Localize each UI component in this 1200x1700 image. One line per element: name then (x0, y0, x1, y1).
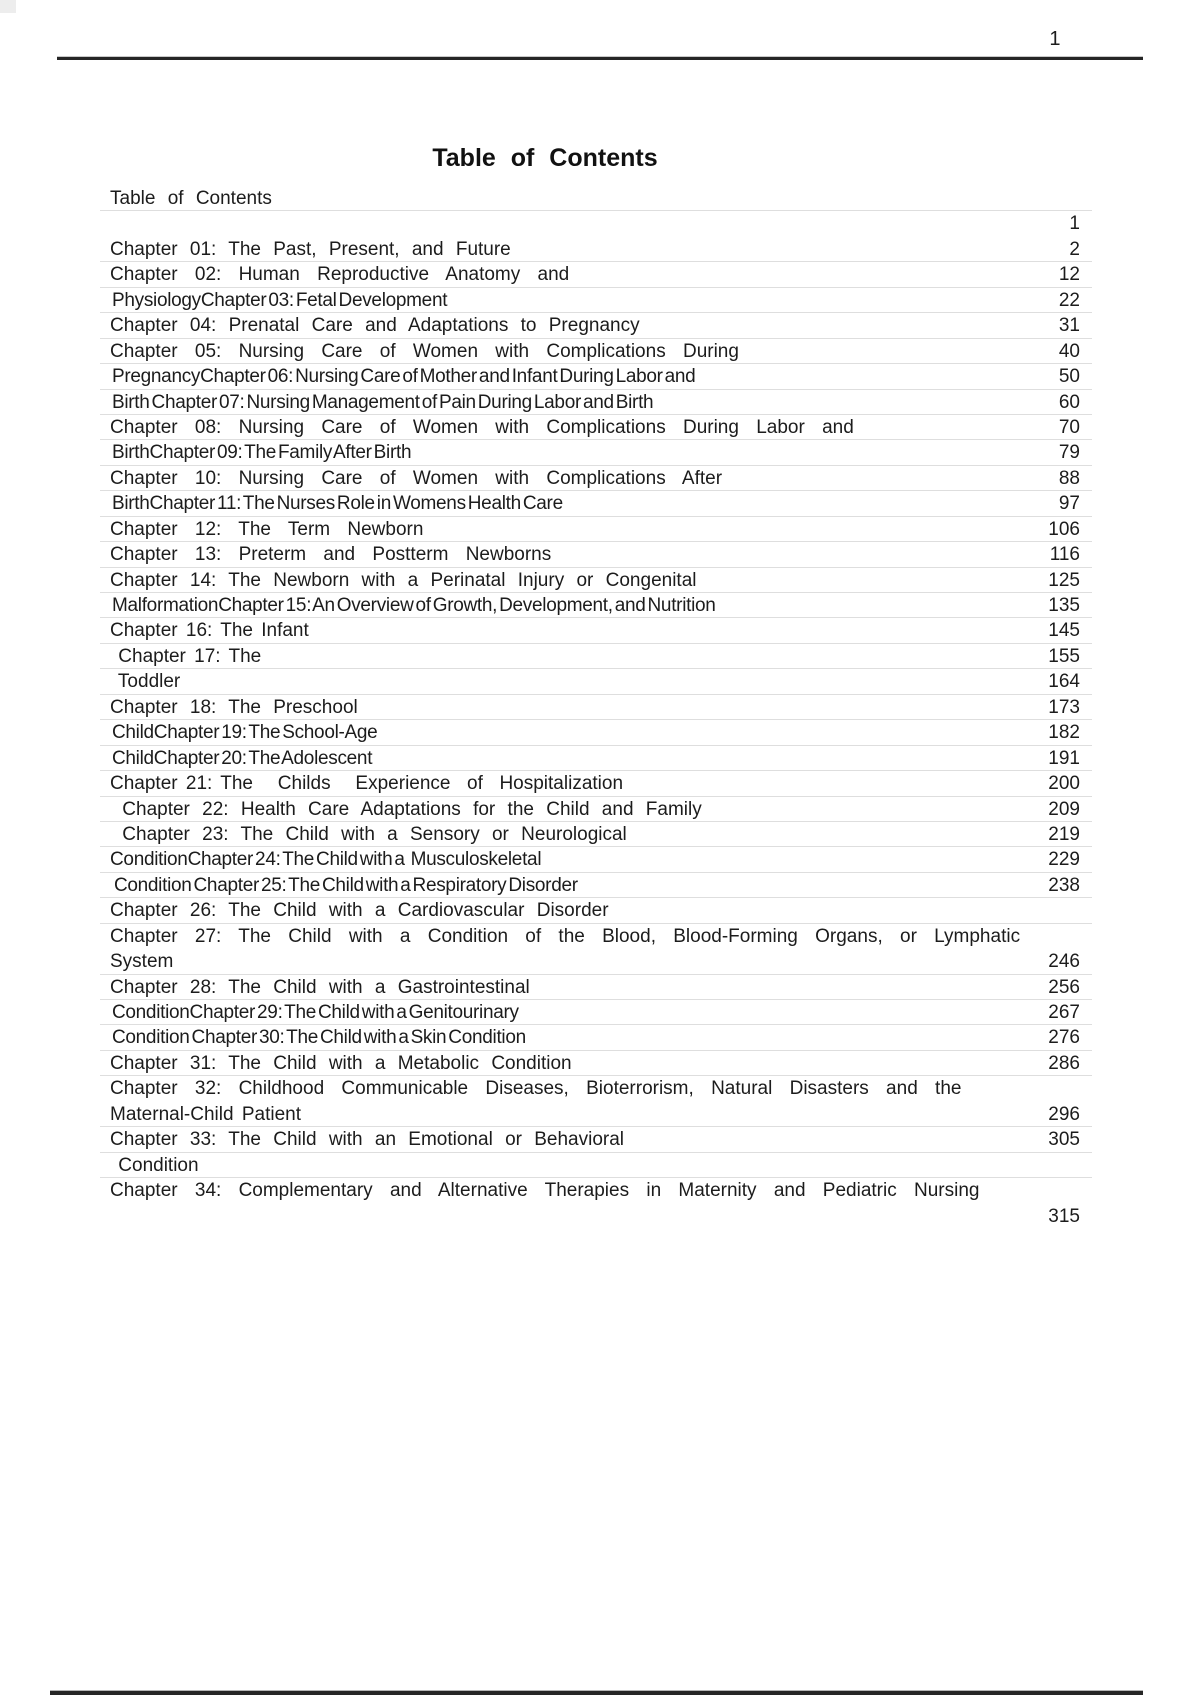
toc-entry (100, 211, 1092, 236)
toc-entry-page: 200 (1048, 773, 1080, 795)
toc-entry-label: System (110, 951, 174, 973)
toc-entry (100, 237, 1092, 262)
page-title: Table of Contents (432, 144, 658, 172)
toc-entry-page: 219 (1048, 823, 1080, 845)
toc-entry-page: 1 (1069, 213, 1080, 235)
toc-entry (100, 1076, 1092, 1101)
toc-entry-label: Chapter 27: The Child with a Condition of the Blood, Blood-Forming Organs, or Lymphatic (110, 925, 1021, 947)
toc-entry-label: PregnancyChapter 06: Nursing Care of Mother and Infant During Labor and (110, 366, 696, 388)
toc-entry (100, 186, 1092, 211)
toc-entry (100, 415, 1092, 440)
toc-entry-label: Chapter 02: Human Reproductive Anatomy and (110, 264, 570, 286)
toc-entry-page: 2 (1069, 238, 1080, 260)
toc-entry-page: 31 (1058, 315, 1080, 337)
toc-entry-label: ConditionChapter 29: The Child with a Genitourinary (110, 1002, 519, 1023)
toc-entry (100, 1178, 1092, 1203)
toc-entry-label: Chapter 23: The Child with a Sensory or Neurological (110, 823, 627, 845)
toc-entry-page: 97 (1058, 493, 1080, 515)
toc-entry-label: Chapter 05: Nursing Care of Women with Complications During (110, 340, 739, 362)
header-page-number: 1 (1049, 28, 1061, 50)
toc-entry (100, 618, 1092, 643)
toc-entry-page: 296 (1048, 1103, 1080, 1125)
toc-entry (100, 644, 1092, 669)
toc-entry (100, 288, 1092, 313)
toc-entry-label: Chapter 32: Childhood Communicable Diseases, Bioterrorism, Natural Disasters and the (110, 1078, 962, 1100)
toc-entry-label: Chapter 16: The Infant (110, 620, 309, 642)
toc-entry (100, 1000, 1092, 1025)
toc-entry (100, 593, 1092, 618)
toc-entry (100, 1204, 1092, 1229)
toc-entry-label: Chapter 13: Preterm and Postterm Newborns (110, 544, 552, 566)
toc-entry (100, 1102, 1092, 1127)
toc-entry-label: MalformationChapter 15: An Overview of Growth, Development, and Nutrition (110, 595, 716, 616)
toc-entry (100, 1025, 1092, 1050)
toc-entry-page: 315 (1048, 1205, 1080, 1227)
toc-entry (100, 491, 1092, 516)
toc-entry-page: 116 (1049, 544, 1080, 566)
toc-entry (100, 1127, 1092, 1152)
toc-entry-page: 106 (1048, 518, 1080, 540)
toc-entry (100, 746, 1092, 771)
toc-entry (100, 720, 1092, 745)
toc-entry-label: Maternal-Child Patient (110, 1103, 301, 1125)
toc-entry-label: Chapter 08: Nursing Care of Women with Complications During Labor and (110, 416, 854, 438)
toc-entry (100, 898, 1092, 923)
toc-entry-page: 229 (1048, 849, 1080, 871)
toc-entry-page: 286 (1048, 1052, 1080, 1074)
toc-entry-label: ChildChapter 19: The School-Age (110, 722, 378, 744)
toc-entry-label: Chapter 31: The Child with a Metabolic Condition (110, 1052, 572, 1074)
toc-entry (100, 847, 1092, 872)
toc-entry (100, 466, 1092, 491)
toc-list (100, 186, 1092, 1229)
header-rule (57, 56, 1143, 60)
toc-entry-page: 125 (1048, 569, 1080, 591)
toc-entry-page: 12 (1058, 264, 1080, 286)
toc-entry-label: Chapter 17: The (110, 645, 262, 667)
toc-entry-page: 70 (1058, 416, 1080, 438)
toc-entry (100, 797, 1092, 822)
toc-entry-page: 182 (1048, 722, 1080, 744)
toc-entry (100, 1051, 1092, 1076)
toc-entry-page: 173 (1048, 696, 1080, 718)
toc-entry (100, 542, 1092, 567)
toc-entry-label: Chapter 34: Complementary and Alternative Therapies in Maternity and Pediatric Nursing (110, 1180, 980, 1202)
toc-entry-page: 60 (1058, 391, 1080, 413)
toc-entry-page: 135 (1048, 595, 1080, 616)
toc-entry-page: 191 (1048, 747, 1080, 769)
toc-entry-label: Condition Chapter 25: The Child with a Respiratory Disorder (110, 874, 578, 896)
toc-entry-label: Chapter 28: The Child with a Gastrointestinal (110, 976, 530, 998)
toc-entry-page: 267 (1048, 1002, 1080, 1023)
toc-entry-label: Chapter 22: Health Care Adaptations for the Child and Family (110, 798, 702, 820)
toc-entry (100, 364, 1092, 389)
toc-entry-label: Chapter 18: The Preschool (110, 696, 358, 718)
toc-entry (100, 695, 1092, 720)
toc-entry-label: Chapter 33: The Child with an Emotional or Behavioral (110, 1129, 625, 1151)
toc-entry-label: Condition Chapter 30: The Child with a Skin Condition (110, 1027, 526, 1049)
toc-entry-page: 88 (1058, 467, 1080, 489)
toc-entry-label: Chapter 21: The Childs Experience of Hospitalization (110, 773, 624, 795)
toc-entry (100, 262, 1092, 287)
toc-entry-page: 256 (1048, 976, 1080, 998)
toc-entry-page: 238 (1048, 874, 1080, 896)
toc-entry (100, 975, 1092, 1000)
toc-entry-page: 22 (1058, 289, 1080, 311)
toc-entry-page: 305 (1048, 1129, 1080, 1151)
scan-corner-artifact (0, 0, 16, 13)
toc-entry (100, 669, 1092, 694)
toc-entry (100, 568, 1092, 593)
toc-entry-label: Chapter 10: Nursing Care of Women with Complications After (110, 467, 723, 489)
toc-entry (100, 924, 1092, 949)
footer-rule (50, 1690, 1143, 1695)
toc-entry-label: Chapter 14: The Newborn with a Perinatal Injury or Congenital (110, 569, 697, 591)
toc-entry-page: 246 (1048, 951, 1080, 973)
toc-entry-label: Table of Contents (110, 188, 272, 209)
toc-entry (100, 949, 1092, 974)
toc-entry-page: 145 (1048, 620, 1080, 642)
toc-entry (100, 440, 1092, 465)
toc-entry-page: 164 (1048, 671, 1080, 693)
toc-entry-page: 155 (1048, 645, 1080, 667)
toc-entry-label: BirthChapter 09: The Family After Birth (110, 442, 412, 464)
toc-entry-label: ChildChapter 20: The Adolescent (110, 747, 373, 769)
toc-entry-label: PhysiologyChapter 03: Fetal Development (110, 289, 448, 311)
toc-entry-page: 79 (1058, 442, 1080, 464)
toc-entry-label: Chapter 26: The Child with a Cardiovascular Disorder (110, 900, 609, 922)
toc-entry (100, 771, 1092, 796)
toc-entry-label: Toddler (110, 671, 181, 693)
toc-entry (100, 313, 1092, 338)
toc-entry (100, 390, 1092, 415)
toc-entry-label: Chapter 12: The Term Newborn (110, 518, 424, 540)
toc-entry-label: Condition (110, 1154, 199, 1176)
toc-entry-page: 50 (1058, 366, 1080, 388)
toc-entry-page: 276 (1048, 1027, 1080, 1049)
toc-entry-page: 209 (1048, 798, 1080, 820)
toc-entry-label: Chapter 04: Prenatal Care and Adaptations to Pregnancy (110, 315, 640, 337)
toc-entry (100, 873, 1092, 898)
toc-entry (100, 1153, 1092, 1178)
toc-entry-label: Chapter 01: The Past, Present, and Future (110, 238, 511, 260)
toc-entry-label: Birth Chapter 07: Nursing Management of Pain During Labor and Birth (110, 391, 654, 413)
toc-entry (100, 517, 1092, 542)
toc-entry-label: BirthChapter 11: The Nurses Role in Womens Health Care (110, 493, 563, 515)
toc-entry-label: ConditionChapter 24: The Child with a Musculoskeletal (110, 849, 542, 871)
toc-entry-page: 40 (1058, 340, 1080, 362)
toc-entry (100, 822, 1092, 847)
toc-entry (100, 339, 1092, 364)
